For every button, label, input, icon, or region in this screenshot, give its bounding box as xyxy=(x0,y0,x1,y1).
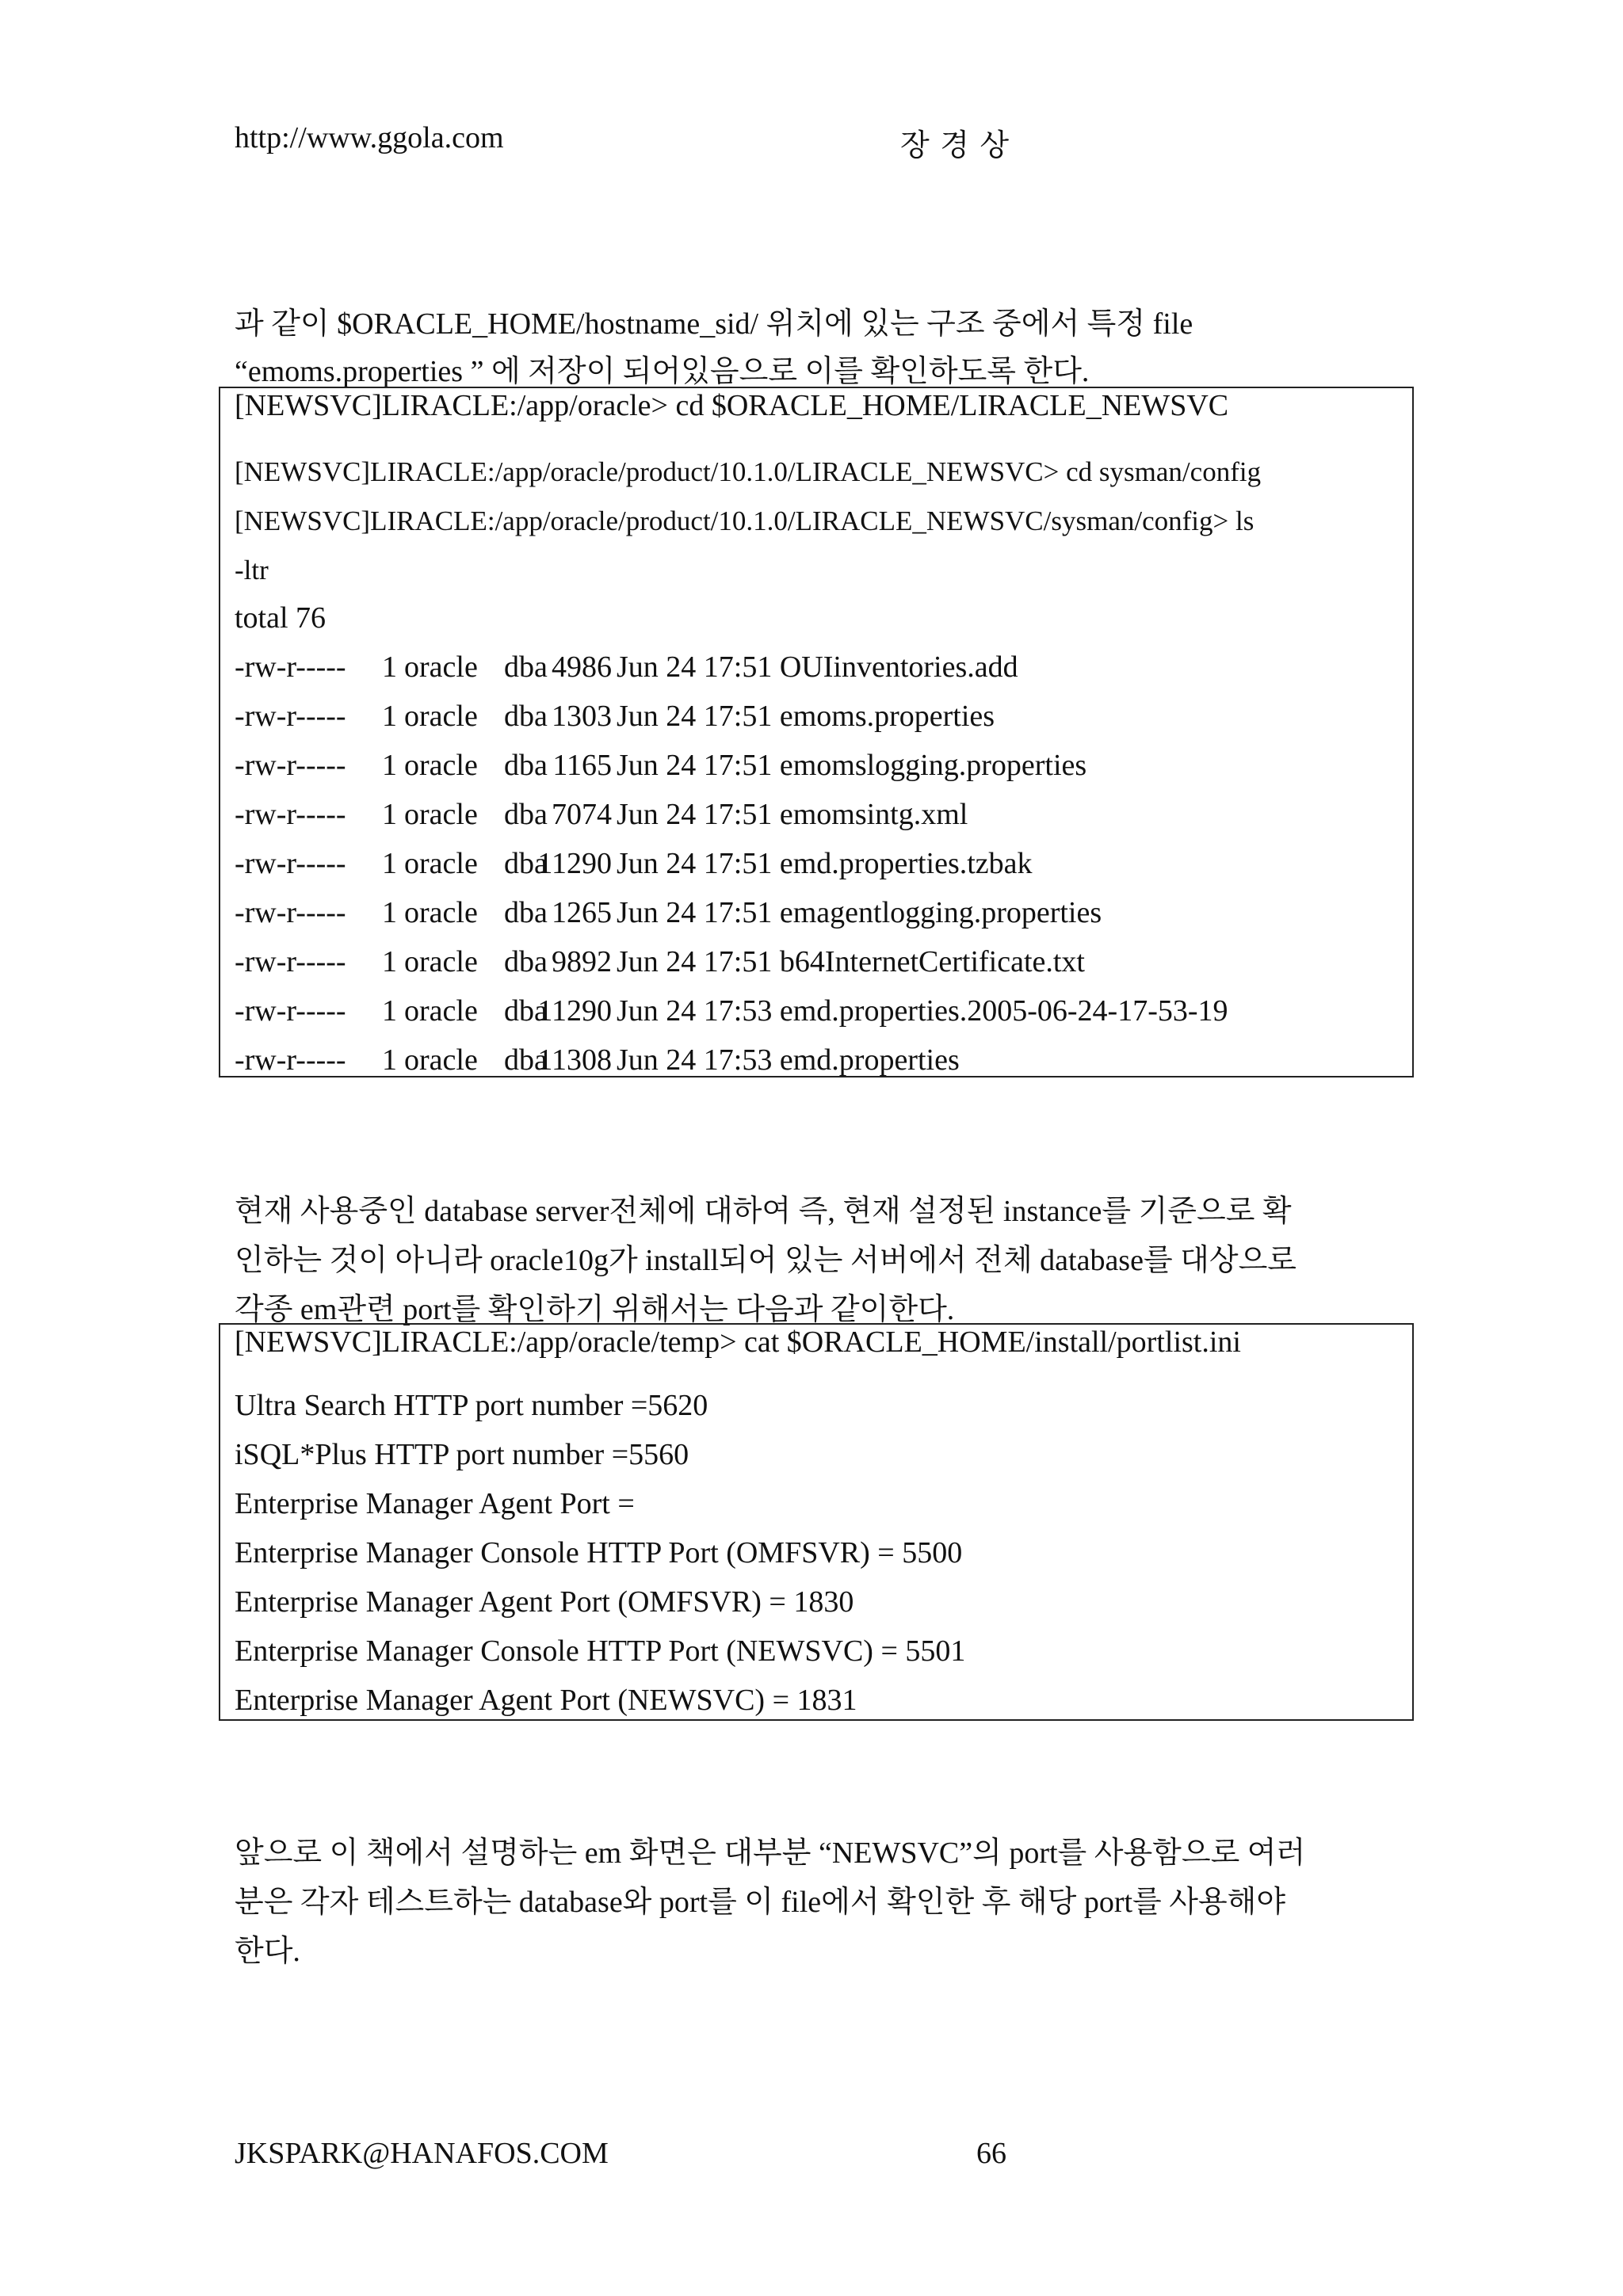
file-links: 1 xyxy=(382,700,397,733)
file-date: Jun 24 17:51 emomsintg.xml xyxy=(617,798,968,831)
file-name: emd.properties xyxy=(779,1043,960,1077)
terminal-line: total 76 xyxy=(235,601,327,635)
file-owner: oracle xyxy=(404,994,478,1028)
file-size: 11290 xyxy=(537,847,612,880)
file-perm: -rw-r----- xyxy=(235,896,346,929)
file-perm: -rw-r----- xyxy=(235,847,346,880)
terminal-line: [NEWSVC]LIRACLE:/app/oracle/temp> cat $ORACLE_HOME/install/portlist.ini xyxy=(235,1325,1241,1359)
file-date: Jun 24 17:53 emd.properties.2005-06-24-17-53-19 xyxy=(617,994,1228,1028)
file-row xyxy=(235,1043,1407,1077)
file-date: Jun 24 17:51 emomslogging.properties xyxy=(617,749,1087,782)
file-group: dba xyxy=(504,749,548,782)
file-owner: oracle xyxy=(404,798,478,831)
file-date: Jun 24 17:51 emoms.properties xyxy=(617,700,995,733)
terminal-line: Enterprise Manager Console HTTP Port (OMFSVR) = 5500 xyxy=(235,1536,963,1569)
header-author: 장 경 상 xyxy=(900,129,1011,162)
footer-email[interactable]: JKSPARK@HANAFOS.COM xyxy=(235,2137,609,2170)
terminal-output-portlist xyxy=(219,1323,1414,1721)
file-perm: -rw-r----- xyxy=(235,945,346,978)
file-links: 1 xyxy=(382,1043,397,1077)
terminal-line: Enterprise Manager Agent Port (NEWSVC) = 1831 xyxy=(235,1684,857,1717)
file-row xyxy=(235,944,1407,994)
file-links: 1 xyxy=(382,749,397,782)
file-perm: -rw-r----- xyxy=(235,798,346,831)
middle-line-1: 현재 사용중인 database server전체에 대하여 즉, 현재 설정된 instance를 기준으로 확 xyxy=(235,1195,1292,1228)
file-row xyxy=(235,748,1407,797)
file-date: Jun 24 17:51 emd.properties.tzbak xyxy=(617,847,1033,880)
terminal-line: [NEWSVC]LIRACLE:/app/oracle/product/10.1.0/LIRACLE_NEWSVC/sysman/config> ls xyxy=(235,505,1254,536)
file-group: dba xyxy=(504,1043,548,1077)
file-group: dba xyxy=(504,798,548,831)
terminal-line: Enterprise Manager Agent Port = xyxy=(235,1487,635,1520)
intro-line-1: 과 같이 $ORACLE_HOME/hostname_sid/ 위치에 있는 구조 중에서 특정 file xyxy=(235,307,1193,341)
file-perm: -rw-r----- xyxy=(235,1043,346,1077)
file-size: 1265 xyxy=(552,896,612,929)
file-owner: oracle xyxy=(404,945,478,978)
file-date: Jun 24 17:53 emd.properties xyxy=(617,1043,960,1077)
terminal-line: Ultra Search HTTP port number =5620 xyxy=(235,1389,708,1422)
file-row xyxy=(235,994,1407,1043)
file-size: 1165 xyxy=(552,749,612,782)
file-links: 1 xyxy=(382,896,397,929)
file-links: 1 xyxy=(382,847,397,880)
file-group: dba xyxy=(504,945,548,978)
file-perm: -rw-r----- xyxy=(235,700,346,733)
file-size: 11308 xyxy=(537,1043,612,1077)
middle-line-2: 인하는 것이 아니라 oracle10g가 install되어 있는 서버에서 전체 database를 대상으로 xyxy=(235,1244,1297,1277)
file-group: dba xyxy=(504,847,548,880)
closing-line-2: 분은 각자 테스트하는 database와 port를 이 file에서 확인한 후 해당 port를 사용해야 xyxy=(235,1886,1286,1919)
file-row xyxy=(235,846,1407,895)
terminal-line: -ltr xyxy=(235,555,269,585)
file-links: 1 xyxy=(382,798,397,831)
file-name: emomsintg.xml xyxy=(779,798,968,831)
file-group: dba xyxy=(504,896,548,929)
file-perm: -rw-r----- xyxy=(235,650,346,684)
file-links: 1 xyxy=(382,994,397,1028)
middle-paragraph xyxy=(235,1187,1296,1334)
file-links: 1 xyxy=(382,945,397,978)
header-url[interactable]: http://www.ggola.com xyxy=(235,121,504,154)
file-name: emomslogging.properties xyxy=(779,749,1087,782)
file-size: 11290 xyxy=(537,994,612,1028)
middle-line-3: 각종 em관련 port를 확인하기 위해서는 다음과 같이한다. xyxy=(235,1293,955,1326)
file-row xyxy=(235,699,1407,748)
closing-line-1: 앞으로 이 책에서 설명하는 em 화면은 대부분 “NEWSVC”의 port를 사용함으로 여러 xyxy=(235,1836,1306,1870)
file-owner: oracle xyxy=(404,896,478,929)
file-row xyxy=(235,895,1407,944)
file-perm: -rw-r----- xyxy=(235,994,346,1028)
terminal-line: [NEWSVC]LIRACLE:/app/oracle> cd $ORACLE_HOME/LIRACLE_NEWSVC xyxy=(235,389,1229,422)
file-date: Jun 24 17:51 OUIinventories.add xyxy=(617,650,1018,684)
file-date: Jun 24 17:51 b64InternetCertificate.txt xyxy=(617,945,1085,978)
file-name: OUIinventories.add xyxy=(779,650,1018,684)
file-size: 4986 xyxy=(552,650,612,684)
file-name: emd.properties.tzbak xyxy=(779,847,1033,880)
terminal-line: Enterprise Manager Agent Port (OMFSVR) = 1830 xyxy=(235,1585,854,1619)
file-date: Jun 24 17:51 emagentlogging.properties xyxy=(617,896,1102,929)
file-group: dba xyxy=(504,700,548,733)
file-name: emoms.properties xyxy=(779,700,995,733)
terminal-line: Enterprise Manager Console HTTP Port (NEWSVC) = 5501 xyxy=(235,1634,966,1668)
file-name: emagentlogging.properties xyxy=(779,896,1102,929)
file-perm: -rw-r----- xyxy=(235,749,346,782)
file-owner: oracle xyxy=(404,1043,478,1077)
file-owner: oracle xyxy=(404,847,478,880)
file-name: b64InternetCertificate.txt xyxy=(779,945,1085,978)
terminal-line: [NEWSVC]LIRACLE:/app/oracle/product/10.1.0/LIRACLE_NEWSVC> cd sysman/config xyxy=(235,456,1262,487)
file-row xyxy=(235,650,1407,699)
file-size: 1303 xyxy=(552,700,612,733)
closing-line-3: 한다. xyxy=(235,1935,300,1968)
intro-line-2: “emoms.properties ” 에 저장이 되어있음으로 이를 확인하도록 한다. xyxy=(235,355,1090,388)
closing-paragraph xyxy=(235,1829,1305,1976)
file-links: 1 xyxy=(382,650,397,684)
page-number: 66 xyxy=(976,2137,1006,2170)
file-group: dba xyxy=(504,994,548,1028)
file-name: emd.properties.2005-06-24-17-53-19 xyxy=(779,994,1228,1028)
file-owner: oracle xyxy=(404,700,478,733)
terminal-line: iSQL*Plus HTTP port number =5560 xyxy=(235,1438,689,1471)
file-owner: oracle xyxy=(404,650,478,684)
file-owner: oracle xyxy=(404,749,478,782)
intro-paragraph xyxy=(235,299,1193,396)
file-row xyxy=(235,797,1407,846)
terminal-output-ls xyxy=(219,387,1414,1077)
file-group: dba xyxy=(504,650,548,684)
file-size: 7074 xyxy=(552,798,612,831)
file-size: 9892 xyxy=(552,945,612,978)
